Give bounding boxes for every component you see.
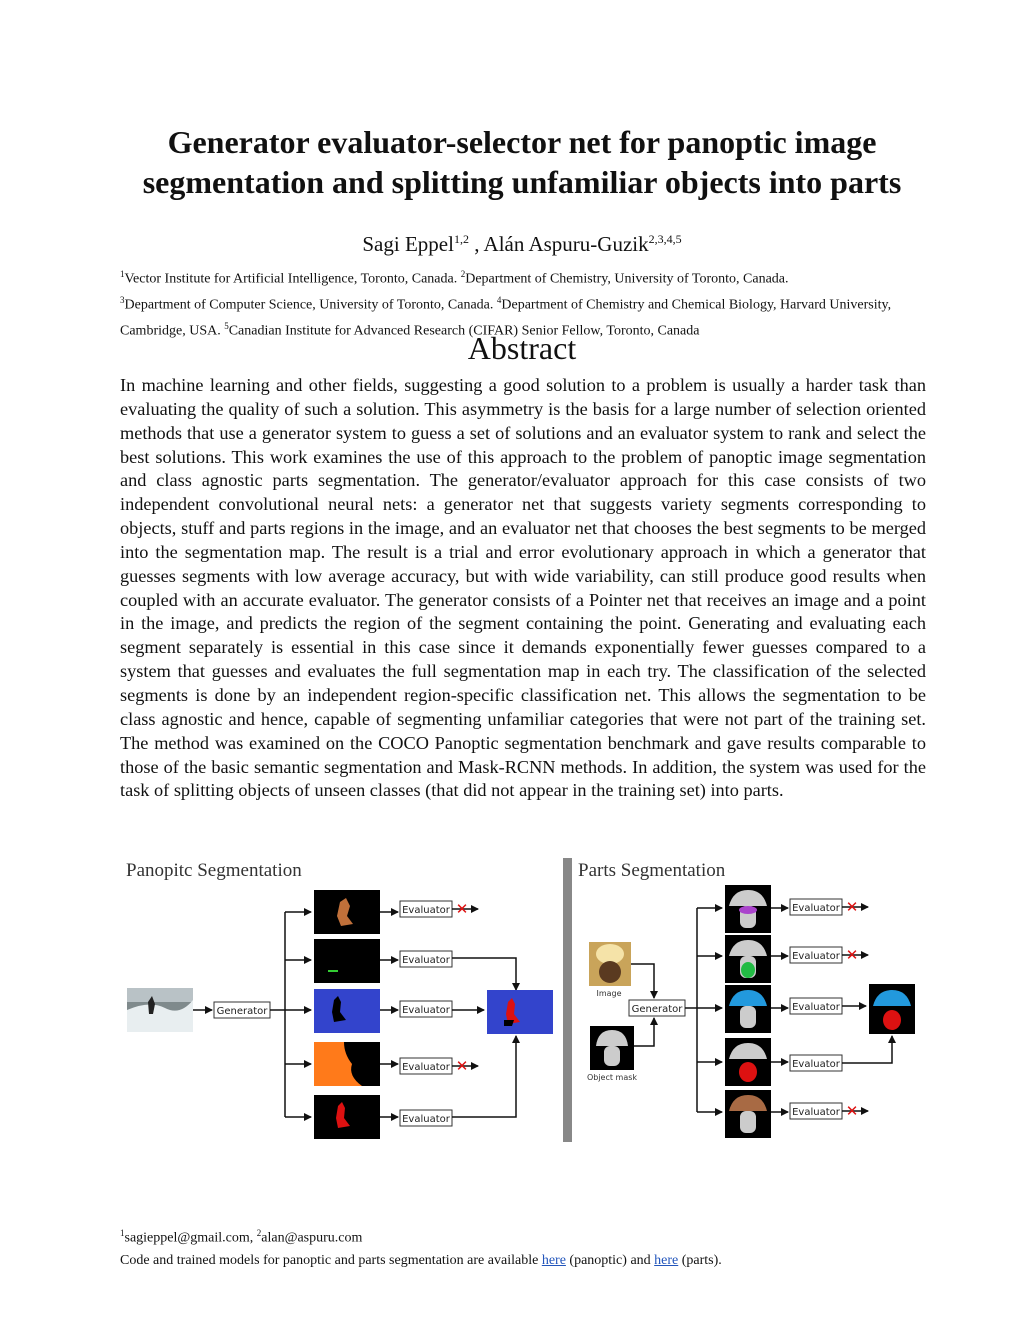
reject-mark: ✕ (845, 898, 859, 916)
reject-mark: ✕ (845, 946, 859, 964)
panoptic-code-link[interactable]: here (541, 1252, 566, 1268)
reject-mark: ✕ (455, 900, 469, 918)
title-line-2: segmentation and splitting unfamiliar objects into parts (142, 164, 902, 200)
evaluator-label: Evaluator (402, 1114, 450, 1125)
part-mask-2 (725, 935, 771, 983)
evaluator-label-parts: Evaluator (792, 1107, 840, 1118)
generator-label: Generator (216, 1006, 268, 1017)
evaluator-label-parts: Evaluator (792, 903, 840, 914)
segment-mask-2 (314, 939, 380, 983)
figure (0, 850, 1024, 1150)
affil-1: Vector Institute for Artificial Intelligence, Toronto, Canada. (124, 271, 461, 287)
footnote-email-2: alan@aspuru.com (261, 1230, 363, 1246)
affil-sup: 5 (224, 321, 229, 332)
figure-divider (563, 858, 572, 1142)
input-surf-image (127, 988, 193, 1032)
object-mask (590, 1026, 634, 1070)
evaluator-label: Evaluator (402, 955, 450, 966)
output-segmentation-map (487, 990, 553, 1034)
footnote-email-1: sagieppel@gmail.com, (124, 1230, 257, 1246)
evaluator-label-parts: Evaluator (792, 951, 840, 962)
footnote-code-end: (parts). (678, 1252, 722, 1268)
author-2-sup: 2,3,4,5 (648, 232, 682, 246)
paper-title (100, 122, 944, 202)
affil-sup: 3 (120, 295, 125, 306)
abstract-heading: Abstract (467, 330, 577, 366)
affil-sup: 2 (460, 269, 466, 279)
parts-code-link[interactable]: here (654, 1252, 679, 1268)
affil-sup: 4 (496, 295, 502, 306)
part-mask-4 (725, 1038, 771, 1086)
title-line-1: Generator evaluator-selector net for panoptic image (167, 124, 877, 160)
author-2: Alán Aspuru-Guzik (483, 232, 649, 256)
reject-mark: ✕ (455, 1057, 469, 1075)
footnote-sup-2: 2 (256, 1228, 262, 1238)
footnote-code-text: Code and trained models for panoptic and parts segmentation are available (120, 1252, 542, 1268)
reject-mark: ✕ (845, 1102, 859, 1120)
segment-mask-4 (314, 1042, 380, 1086)
parts-title: Parts Segmentation (578, 860, 726, 881)
evaluator-label: Evaluator (402, 1005, 450, 1016)
object-mask-label: Object mask (586, 1073, 638, 1082)
evaluator-label-parts: Evaluator (792, 1059, 840, 1070)
affil-4: Department of Chemistry and Chemical Biology, Harvard University, Cambridge, USA. (120, 297, 892, 339)
affil-5: Canadian Institute for Advanced Research (CIFAR) Senior Fellow, Toronto, Canada (228, 323, 700, 339)
footnote-code-mid: (panoptic) and (565, 1252, 655, 1268)
part-mask-5 (725, 1090, 771, 1138)
author-1: Sagi Eppel (362, 232, 454, 256)
segment-mask-5 (314, 1095, 380, 1139)
evaluator-label: Evaluator (402, 905, 450, 916)
lamp-image (589, 942, 631, 986)
footnote-sup-1: 1 (120, 1228, 125, 1238)
output-parts-map (869, 984, 915, 1034)
affil-3: Department of Computer Science, University of Toronto, Canada. (124, 297, 497, 313)
author-1-sup: 1,2 (453, 232, 469, 246)
author-sep: , (468, 232, 484, 256)
panoptic-title: Panopitc Segmentation (126, 860, 302, 881)
authors (0, 232, 1024, 257)
image-label: Image (596, 989, 622, 998)
affil-sup: 1 (120, 269, 125, 279)
part-mask-1 (725, 885, 771, 933)
affil-2: Department of Chemistry, University of Toronto, Canada. (465, 271, 789, 287)
abstract-text: In machine learning and other fields, suggesting a good solution to a problem is usually a harder task than evaluating the quality of such a solution. This asymmetry is the basis for a large number of selection oriented methods that use a generator system to guess a set of solutions and an evaluator system to rank and select the best solutions. This work examines the use of this approach to the problem of panoptic image segmentation and class agnostic parts segmentation. The generator/evaluator approach for this case consists of two independent convolutional neural nets: a generator net that suggests variety segments corresponding to objects, stuff and parts regions in the image, and an evaluator net that chooses the best segments to be merged into the segmentation map. The result is a trial and error evolutionary approach in which a generator that guesses segments with low average accuracy, but with wide variability, can still produce good results when coupled with an accurate evaluator. The generator consists of a Pointer net that receives an image and a point in the image, and predicts the region of the segment containing the point. Generating and evaluating each segment separately is essential in this case since it demands exponentially fewer guesses compared to a system that guesses and evaluates the full segmentation map in each try. The classification of the selected segments is done by an independent region-specific classification net. This allows the segmentation to be class agnostic and hence, capable of segmenting unfamiliar categories that were not part of the training set. The method was examined on the COCO Panoptic segmentation benchmark and gave results comparable to those of the basic semantic segmentation and Mask-RCNN methods. In addition, the system was used for the task of splitting objects of unseen classes (that did not appear in the training set) into parts. (120, 375, 926, 801)
generator-label-parts: Generator (631, 1004, 683, 1015)
segment-mask-1 (314, 890, 380, 934)
figure-diagram (0, 850, 1024, 1150)
evaluator-label: Evaluator (402, 1062, 450, 1073)
evaluator-label-parts: Evaluator (792, 1002, 840, 1013)
part-mask-3 (725, 985, 771, 1033)
footnote (120, 1222, 722, 1272)
segment-mask-3 (314, 989, 380, 1033)
